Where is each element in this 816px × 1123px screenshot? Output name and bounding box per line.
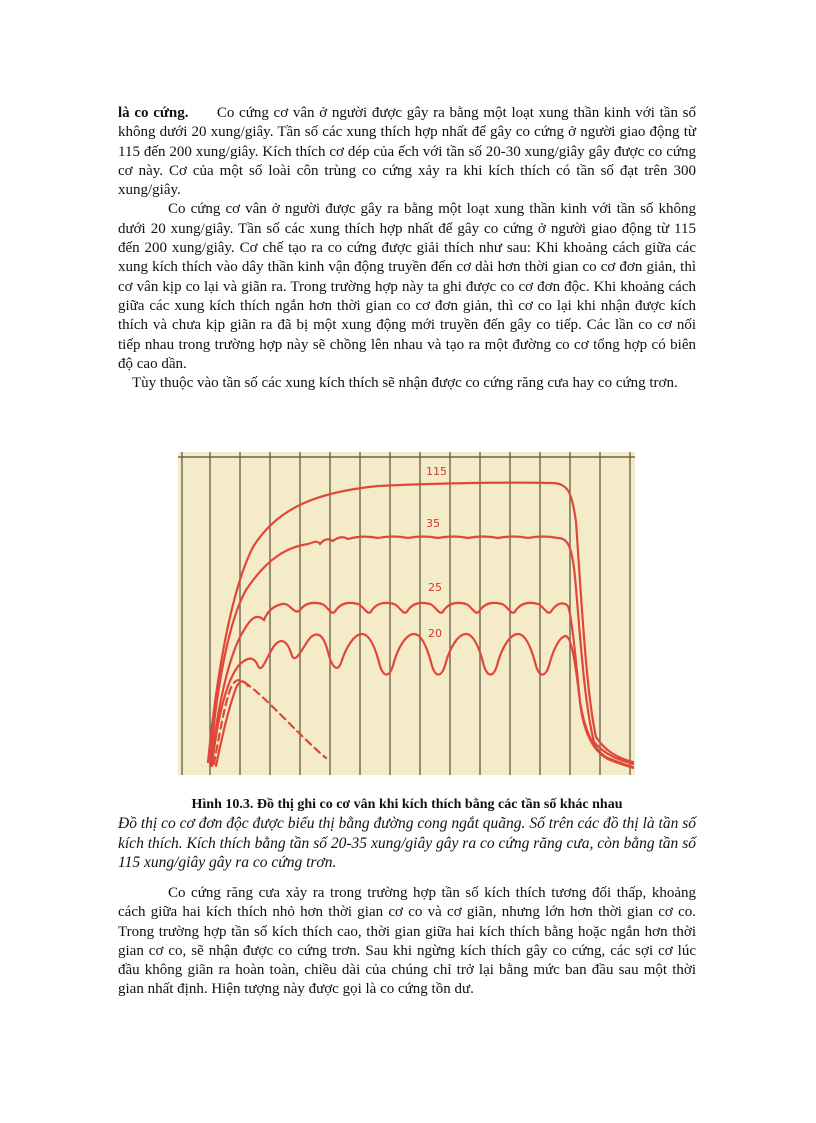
paragraph-1-lead: là co cứng. [118,105,189,121]
label-35: 35 [426,517,440,530]
figure-caption-body: Đồ thị co cơ đơn độc được biểu thị bằng đường cong ngắt quãng. Số trên các đồ thị là tần số kích thích. Kích thích bằng tần số 20-35 xung/giây gây ra co cứng răng cưa, còn bằng tần số 115 xung/giây gây ra co cứng trơn. [118,815,696,871]
paragraph-1-text: Co cứng cơ vân ở người được gây ra bằng một loạt xung thần kinh với tần số không dưới 20 xung/giây. Tần số các xung thích hợp nhất để gây co cứng ở người giao động từ 115 đến 200 xung/giây. Kích thích cơ dép của ếch với tần số 20-30 xung/giây gây được co cứng cơ này. Cơ của một số loài côn trùng co cứng xảy ra khi kích thích có tần số đạt trên 300 xung/giây. [118,105,696,199]
label-25: 25 [428,581,442,594]
contraction-figure [178,452,635,775]
paragraph-1 [118,104,696,200]
figure-caption-title: Hình 10.3. Đồ thị ghi co cơ vân khi kích thích bằng các tần số khác nhau [191,797,623,812]
body-text-bottom [118,884,696,1000]
body-text-top [118,104,696,393]
paragraph-2: Co cứng cơ vân ở người được gây ra bằng một loạt xung thần kinh với tần số không dưới 20 xung/giây. Tần số các xung thích hợp nhất để gây co cứng ở người giao động từ 115 đến 200 xung/giây. Cơ chế tạo ra co cứng được giải thích như sau: Khi khoảng cách giữa các xung kích thích vào dây thần kinh vận động truyền đến cơ dài hơn thời gian co cơ đơn giản, thì cơ vân kịp co lại và giãn ra. Trong trường hợp này ta ghi được co cơ đơn độc. Khi khoảng cách giữa các xung kích thích ngắn hơn thời gian co cơ đơn giản, thì cơ co lại khi nhận được kích thích và chưa kịp giãn ra đã bị một xung động mới truyền đến gây co tiếp. Các lần co cơ nối tiếp nhau trong trường hợp này sẽ chồng lên nhau và tạo ra một đường co cơ tổng hợp có biên độ cao dần. [118,201,696,372]
label-20: 20 [428,627,442,640]
label-115: 115 [426,465,447,478]
contraction-graph [178,452,635,775]
paragraph-4: Co cứng răng cưa xảy ra trong trường hợp tần số kích thích tương đối thấp, khoảng cách giữa hai kích thích nhỏ hơn thời gian cơ co và cơ giãn, nhưng lớn hơn thời gian cơ co. Trong trường hợp tần số kích thích cao, thời gian giữa hai kích thích bằng hoặc ngắn hơn thời gian cơ co, sẽ nhận được co cứng trơn. Sau khi ngừng kích thích gây co cứng, các sợi cơ lúc đầu không giãn ra hoàn toàn, chiều dài của chúng chỉ trở lại bằng mức ban đầu sau một thời gian nhất định. Hiện tượng này được gọi là co cứng tồn dư. [118,885,696,998]
grid-lines [178,452,635,775]
paragraph-3: Tùy thuộc vào tần số các xung kích thích sẽ nhận được co cứng răng cưa hay co cứng trơn. [132,375,678,392]
